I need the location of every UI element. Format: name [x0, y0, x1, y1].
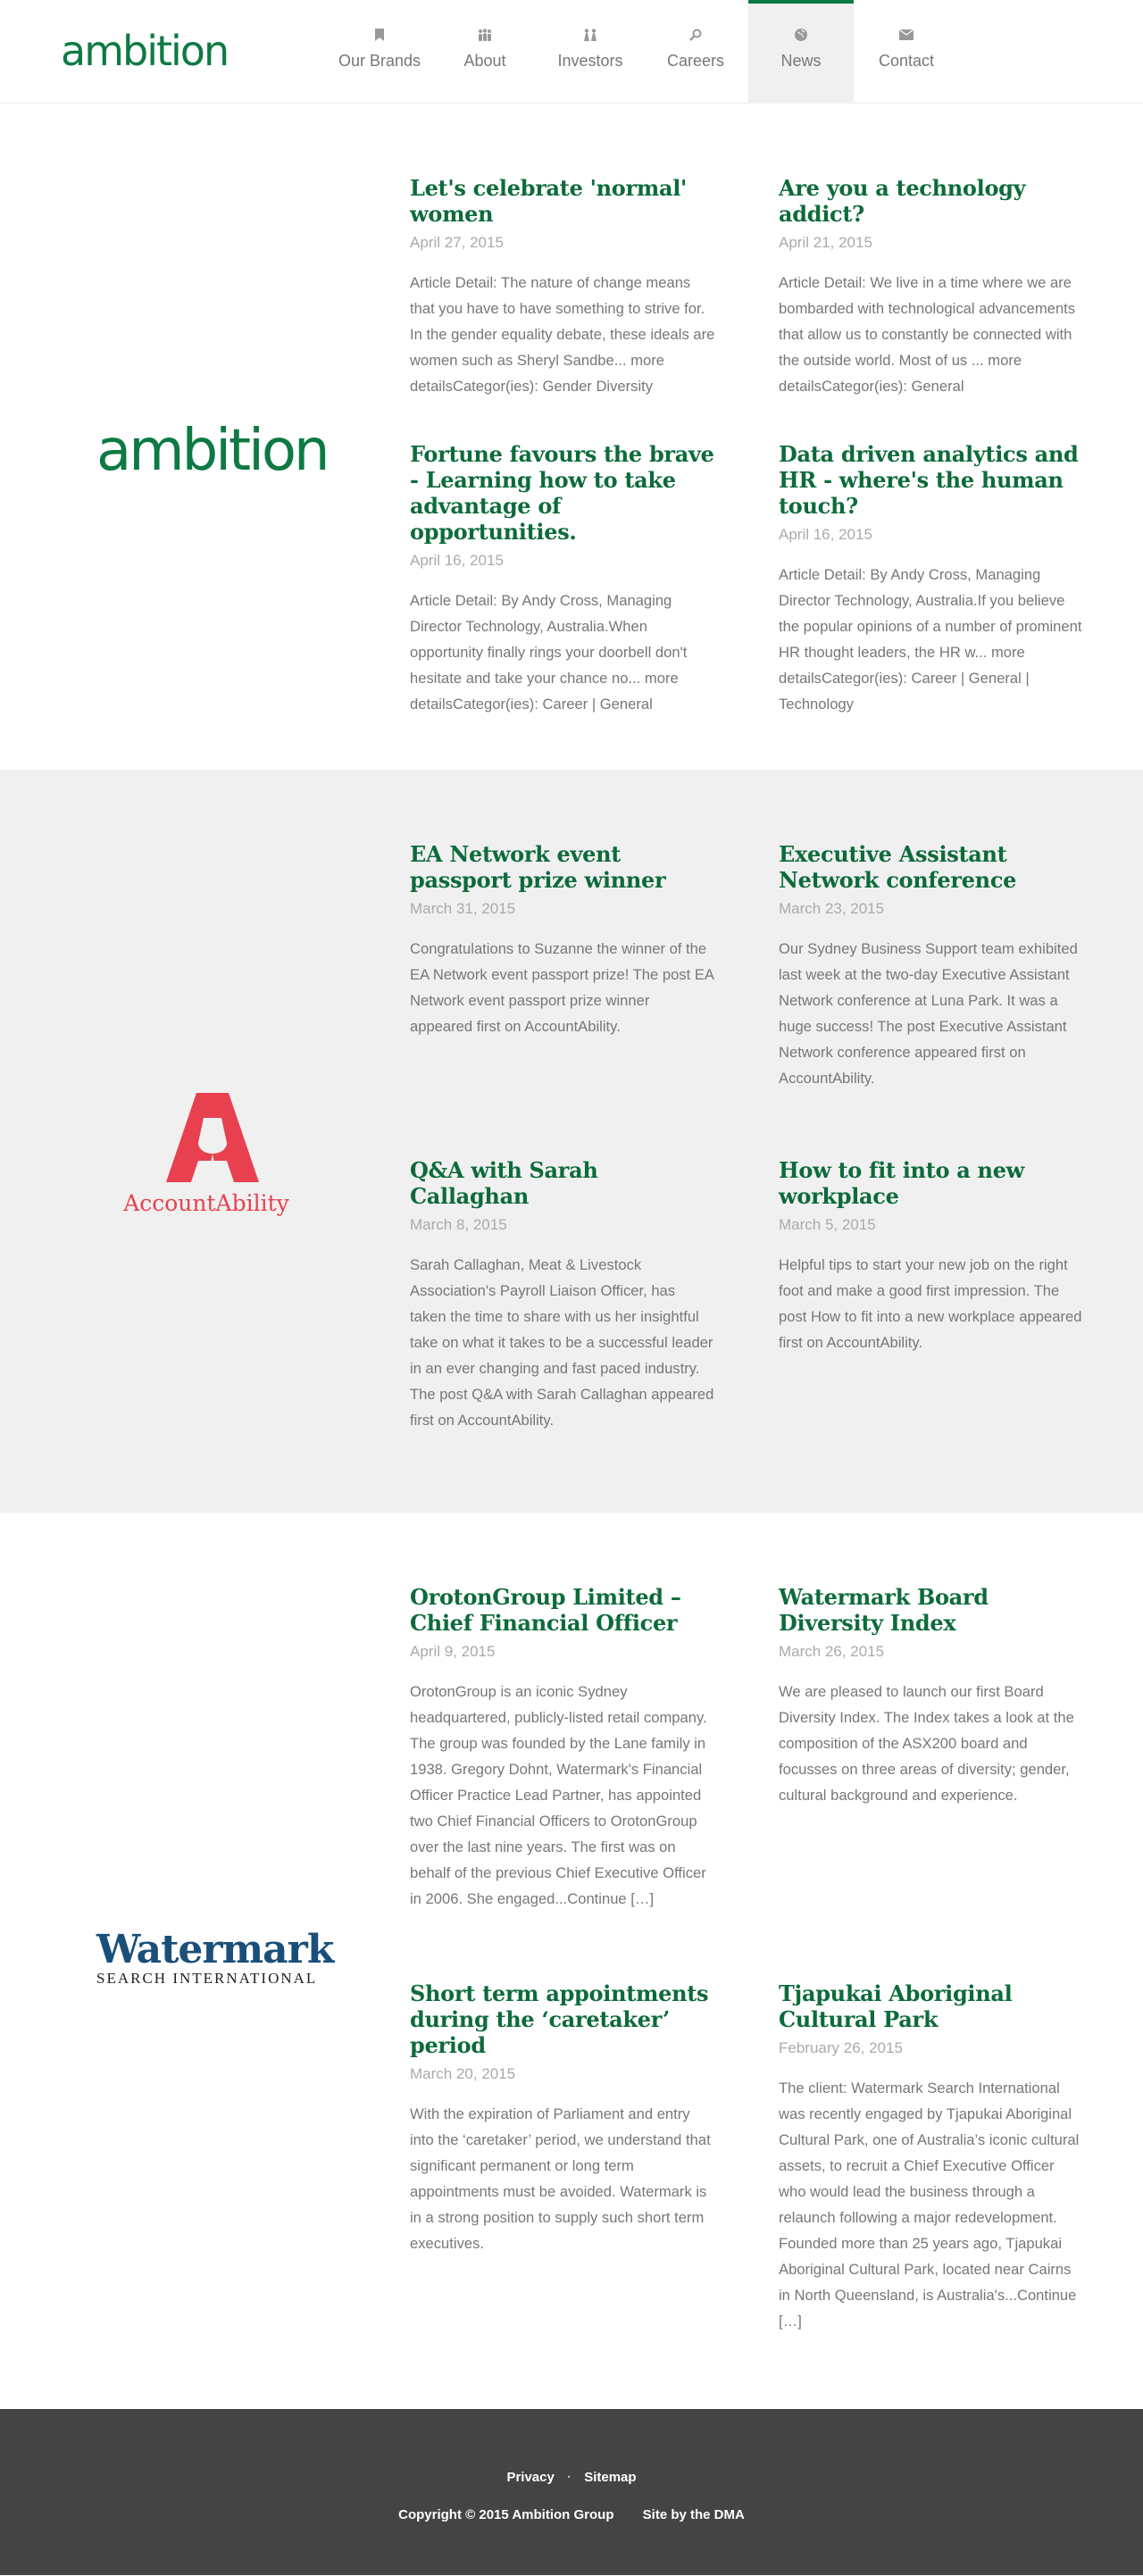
article-title[interactable]: Are you a technology addict? — [779, 175, 1026, 227]
article-title[interactable]: Watermark Board Diversity Index — [779, 1584, 989, 1636]
article-title[interactable]: Let's celebrate 'normal' women — [410, 175, 688, 227]
accountability-brand-logo[interactable] — [123, 1093, 302, 1216]
article-card — [779, 441, 1084, 717]
footer-copyright-row — [0, 2507, 1143, 2522]
article-card — [779, 175, 1084, 399]
article-date: April 27, 2015 — [410, 234, 504, 251]
article-title[interactable]: Fortune favours the brave - Learning how to take advantage of opportunities. — [410, 441, 714, 545]
nav-label: Our Brands — [338, 52, 421, 70]
copyright-text: Copyright © 2015 Ambition Group — [398, 2507, 614, 2522]
article-date: March 20, 2015 — [410, 2065, 516, 2082]
article-card — [410, 1980, 715, 2256]
nav-label: About — [463, 52, 506, 70]
watermark-brand-subtitle: SEARCH INTERNATIONAL — [96, 1970, 318, 1987]
article-date: March 23, 2015 — [779, 900, 885, 917]
envelope-icon — [898, 27, 914, 43]
site-credit-link[interactable]: Site by the DMA — [642, 2507, 745, 2522]
nav-investors[interactable] — [538, 0, 643, 104]
site-header — [0, 0, 1143, 104]
article-excerpt: Article Detail: By Andy Cross, Managing Director Technology, Australia.When opportunity finally rings your doorbell don't hesitate and take your chance no... more detailsCategor(ies): Career | General — [410, 592, 688, 713]
article-date: March 31, 2015 — [410, 900, 516, 917]
nav-label: Investors — [557, 52, 623, 70]
watermark-brand-logo[interactable] — [96, 1927, 334, 1988]
globe-icon — [793, 27, 809, 43]
article-card — [410, 841, 715, 1039]
accountability-news-section — [0, 770, 1143, 1513]
ambition-news-section — [0, 104, 1143, 770]
article-card — [779, 1980, 1084, 2334]
article-card — [779, 1157, 1084, 1355]
article-card — [779, 841, 1084, 1091]
article-excerpt: Our Sydney Business Support team exhibited last week at the two-day Executive Assistant Network conference at Luna Park. It was a huge success! The post Executive Assistant Network conference appeared first on AccountAbility. — [779, 940, 1078, 1087]
article-date: February 26, 2015 — [779, 2039, 903, 2056]
accountability-a-icon — [166, 1093, 259, 1182]
article-date: April 16, 2015 — [779, 526, 872, 543]
article-card — [410, 441, 715, 717]
watermark-news-section — [0, 1513, 1143, 2409]
article-excerpt: Congratulations to Suzanne the winner of the EA Network event passport prize! The post EA Network event passport prize winner appeared first on AccountAbility. — [410, 940, 714, 1035]
search-icon — [688, 27, 704, 43]
nav-label: Careers — [666, 52, 725, 70]
privacy-link[interactable]: Privacy — [506, 2470, 555, 2485]
article-excerpt: With the expiration of Parliament and entry into the ‘caretaker’ period, we understand that significant permanent or long term appointments must be avoided. Watermark is in a strong position to supply such short term executives. — [410, 2105, 711, 2252]
article-date: March 26, 2015 — [779, 1643, 885, 1660]
article-excerpt: The client: Watermark Search International was recently engaged by Tjapukai Aboriginal Cultural Park, one of Australia’s iconic cultural assets, to recruit a Chief Executive Officer who would lead the business through a relaunch following a major redevelopment. Founded more than 25 years ago, Tjapukai Aboriginal Cultural Park, located near Cairns in North Queensland, is Australia's...Continue […] — [779, 2080, 1080, 2330]
footer-separator: · — [567, 2470, 572, 2485]
investors-icon — [582, 27, 598, 43]
nav-label: Contact — [878, 52, 935, 70]
article-excerpt: OrotonGroup is an iconic Sydney headquartered, publicly-listed retail company. The group was founded by the Lane family in 1938. Gregory Dohnt, Watermark's Financial Officer Practice Lead Partner, has appointed two Chief Financial Officers to OrotonGroup over the last nine years. The first was on behalf of the previous Chief Executive Officer in 2006. She engaged...Continue […] — [410, 1683, 707, 1907]
article-title[interactable]: EA Network event passport prize winner — [410, 841, 666, 893]
article-title[interactable]: Q&A with Sarah Callaghan — [410, 1157, 598, 1209]
ambition-logo[interactable]: ambition — [61, 27, 229, 75]
article-excerpt: We are pleased to launch our first Board Diversity Index. The Index takes a look at the composition of the ASX200 board and focusses on three areas of diversity; gender, cultural background and experience. — [779, 1683, 1074, 1804]
article-card — [410, 175, 715, 399]
article-date: March 8, 2015 — [410, 1216, 507, 1233]
nav-label: News — [780, 52, 822, 70]
nav-about[interactable] — [432, 0, 538, 104]
article-date: April 16, 2015 — [410, 552, 504, 569]
people-icon — [477, 27, 493, 43]
article-date: April 21, 2015 — [779, 234, 872, 251]
article-excerpt: Helpful tips to start your new job on the right foot and make a good first impression. The post How to fit into a new workplace appeared first on AccountAbility. — [779, 1256, 1082, 1351]
article-excerpt: Article Detail: We live in a time where we are bombarded with technological advancements that allow us to constantly be connected with the outside world. Most of us ... more detailsCategor(ies): General — [779, 274, 1076, 395]
footer-links — [0, 2470, 1143, 2485]
article-title[interactable]: Tjapukai Aboriginal Cultural Park — [779, 1980, 1013, 2032]
site-footer — [0, 2409, 1143, 2575]
nav-our-brands[interactable] — [327, 0, 432, 104]
nav-news[interactable] — [748, 0, 854, 104]
watermark-brand-wordmark: Watermark — [96, 1927, 334, 1972]
article-title[interactable]: OrotonGroup Limited – Chief Financial Officer — [410, 1584, 681, 1636]
bookmark-icon — [371, 27, 388, 43]
article-title[interactable]: Data driven analytics and HR - where's the human touch? — [779, 441, 1079, 519]
accountability-brand-wordmark: AccountAbility — [123, 1190, 289, 1216]
article-card — [410, 1157, 715, 1433]
article-date: April 9, 2015 — [410, 1643, 496, 1660]
article-title[interactable]: Executive Assistant Network conference — [779, 841, 1017, 893]
nav-contact[interactable] — [854, 0, 959, 104]
article-date: March 5, 2015 — [779, 1216, 876, 1233]
article-card — [779, 1584, 1084, 1808]
article-card — [410, 1584, 715, 1912]
ambition-brand-wordmark: ambition — [96, 418, 328, 484]
nav-careers[interactable] — [643, 0, 748, 104]
sitemap-link[interactable]: Sitemap — [584, 2470, 637, 2485]
ambition-brand-logo[interactable] — [96, 418, 328, 484]
article-excerpt: Article Detail: By Andy Cross, Managing Director Technology, Australia.If you believe the popular opinions of a number of prominent HR thought leaders, the HR w... more detailsCategor(ies): Career | General | Technology — [779, 566, 1082, 713]
article-excerpt: Sarah Callaghan, Meat & Livestock Association's Payroll Liaison Officer, has taken the time to share with us her insightful take on what it takes to be a successful leader in an ever changing and fast paced industry. The post Q&A with Sarah Callaghan appeared first on AccountAbility. — [410, 1256, 714, 1429]
main-nav — [327, 0, 959, 104]
article-excerpt: Article Detail: The nature of change means that you have to have something to strive for. In the gender equality debate, these ideals are women such as Sheryl Sandbe... more detailsCategor(ies): Gender Diversity — [410, 274, 715, 395]
article-title[interactable]: How to fit into a new workplace — [779, 1157, 1025, 1209]
article-title[interactable]: Short term appointments during the ‘caretaker’ period — [410, 1980, 709, 2058]
